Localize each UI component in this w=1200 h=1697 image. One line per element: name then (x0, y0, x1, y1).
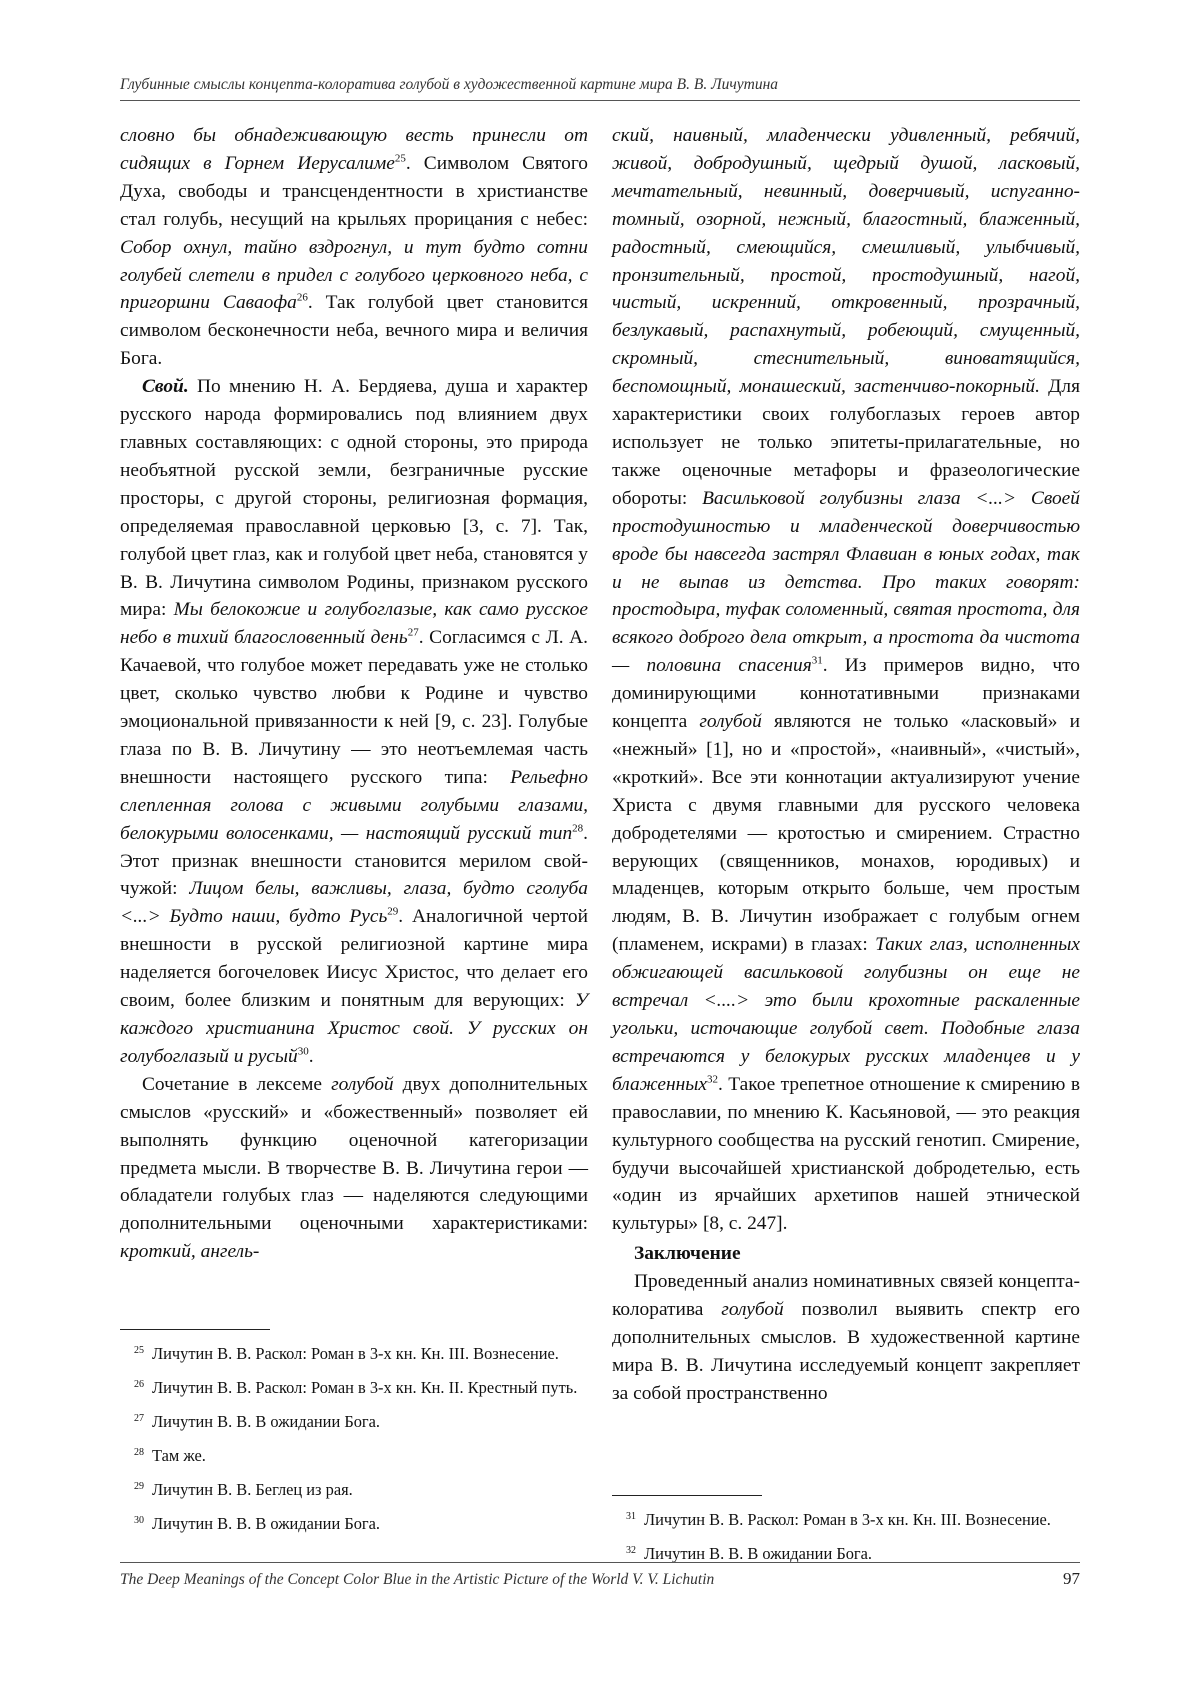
footnote-ref[interactable]: 31 (811, 654, 823, 667)
footnote-ref[interactable]: 30 (297, 1045, 309, 1058)
footnote-ref[interactable]: 32 (707, 1073, 719, 1086)
footnote-text: Личутин В. В. Раскол: Роман в 3-х кн. Кн. II. Крестный путь. (152, 1378, 578, 1397)
footnote-ref[interactable]: 27 (407, 626, 419, 639)
italic-quote: кроткий, ангель- (120, 1241, 260, 1263)
italic-quote: словно бы обнадеживающую весть принесли от сидящих в Горнем Иерусалиме (120, 125, 588, 174)
page-number: 97 (1063, 1569, 1080, 1588)
footnote-text: Личутин В. В. Беглец из рая. (152, 1480, 353, 1499)
footnote-number: 28 (134, 1446, 144, 1458)
footnote-ref[interactable]: 28 (572, 822, 584, 835)
footnote-number: 26 (134, 1378, 144, 1390)
page-footer (120, 1562, 1080, 1589)
english-title: The Deep Meanings of the Concept Color Blue in the Artistic Picture of the World V. V. Lichutin (120, 1571, 715, 1588)
text: . Так голубой цвет становится символом бесконечности неба, вечного мира и величия Бога. (120, 292, 588, 370)
footnote-ref[interactable]: 29 (387, 905, 399, 918)
left-column (120, 122, 588, 1266)
text: Проведенный анализ номинативных связей концепта-колоратива (612, 1271, 1080, 1321)
text: . Аналогичной чертой внешности в русской религиозной картине мира наделяется богочеловек Иисус Христос, что делает его своим, более близким и понятным для верующих: (120, 906, 588, 1012)
italic-quote: Собор охнул, тайно вздрогнул, и тут будто сотни голубей слетели в придел с голубого церковного неба, с пригоршни Саваофа (120, 236, 588, 314)
run-in-heading: Свой. (142, 376, 189, 398)
paragraph (612, 1268, 1080, 1408)
footnote (612, 1508, 1080, 1532)
footnote (120, 1478, 588, 1502)
italic-quote: Таких глаз, исполненных обжигающей васильковой голубизны он еще не встречал <....> это были крохотные раскаленные угольки, источающие голубой свет. Подобные глаза встречаются у белокурых русских младенцев и у блаженных (612, 934, 1081, 1095)
footnote-ref[interactable]: 26 (296, 291, 308, 304)
text: Для характеристики своих голубоглазых героев автор использует не только эпитеты-прилагательные, но также оценочные метафоры и фразеологические обороты: (612, 376, 1080, 509)
paragraph (120, 122, 588, 373)
paragraph (120, 373, 588, 1071)
text: . (308, 1045, 314, 1067)
footnote (120, 1342, 588, 1366)
text: . Согласимся с Л. А. Качаевой, что голубое может передавать уже не столько цвет, сколько чувство любви к Родине и чувство эмоциональной привязанности к ней [9, с. 23]. Голубые глаза по В. В. Личутину — это неотъемлемая часть внешности настоящего русского типа: (120, 627, 588, 788)
footnote-divider (120, 1329, 270, 1330)
italic-quote: Мы белокожие и голубоглазые, как само русское небо в тихий благословенный день (120, 599, 588, 649)
text: . Этот признак внешности становится мерилом свой-чужой: (120, 822, 588, 900)
text: . Символом Святого Духа, свободы и трансцендентности в христианстве стал голубь, несущий на крыльях прорицания с небес: (120, 152, 588, 230)
text: позволил выявить спектр его дополнительных смыслов. В художественной картине мира В. В. Личутина исследуемый концепт закрепляет за собой пространственно (612, 1299, 1080, 1404)
italic-quote: Рельефно слепленная голова с живыми голубыми глазами, белокурыми волосенками, — настоящий русский тип (120, 766, 588, 844)
italic-quote: У каждого христианина Христос свой. У русских он голубоглазый и русый (120, 990, 588, 1067)
footnote-text: Там же. (152, 1446, 206, 1465)
footnote-number: 27 (134, 1412, 144, 1424)
footnotes-left (120, 1329, 588, 1546)
running-head: Глубинные смыслы концепта-колоратива голубой в художественной картине мира В. В. Личутина (120, 76, 1080, 101)
text: являются не только «ласковый» и «нежный» [1], но и «простой», «наивный», «чистый», «кроткий». Все эти коннотации актуализируют учение Христа с двумя главными для русского человека добродетелями — кротостью и смирением. Страстно верующих (священников, монахов, юродивых) и младенцев, которым открыто больше, чем простым людям, В. В. Личутин изображает с голубым огнем (пламенем, искрами) в глазах: (612, 711, 1080, 956)
italic-term: голубой (699, 711, 762, 733)
section-heading: Заключение (634, 1243, 741, 1265)
text: Сочетание в лексеме (142, 1073, 332, 1095)
footnote (120, 1410, 588, 1434)
footnote-text: Личутин В. В. В ожидании Бога. (152, 1412, 381, 1431)
italic-quote: ский, наивный, младенчески удивленный, ребячий, живой, добродушный, щедрый душой, ласковый, мечтательный, невинный, доверчивый, испуганно-томный, озорной, нежный, благостный, блаженный, радостный, смеющийся, смешливый, улыбчивый, пронзительный, простой, простодушный, нагой, чистый, искренний, откровенный, прозрачный, безлукавый, распахнутый, робеющий, смущенный, скромный, стеснительный, виноватящийся, беспомощный, монашеский, застенчиво-покорный. (612, 125, 1080, 398)
footnote (120, 1512, 588, 1536)
footnote-divider (612, 1495, 762, 1496)
italic-quote: Лицом белы, важливы, глаза, будто сголуба <...> Будто наши, будто Русь (120, 878, 588, 928)
footnote-number: 25 (134, 1344, 144, 1356)
italic-quote: Васильковой голубизны глаза <...> Своей простодушностью и младенческой доверчивостью вроде бы навсегда застрял Флавиан в юных годах, так и не выпав из детства. Про таких говорят: простодыра, туфак соломенный, святая простота, для всякого доброго дела открыт, а простота да чистота — половина спасения (612, 487, 1080, 677)
footnote-text: Личутин В. В. Раскол: Роман в 3-х кн. Кн. III. Вознесение. (152, 1344, 559, 1363)
paragraph (612, 122, 1080, 1238)
italic-term: голубой (721, 1299, 784, 1321)
paragraph (120, 1071, 588, 1266)
text: По мнению Н. А. Бердяева, душа и характер русского народа формировались под влиянием двух главных составляющих: с одной стороны, это природа необъятной русской земли, безграничные русские просторы, с другой стороны, религиозная формация, определяемая православной церковью [3, с. 7]. Так, голубой цвет глаз, как и голубой цвет неба, становятся у В. В. Личутина символом Родины, признаком русского мира: (120, 376, 588, 621)
text: . Из примеров видно, что доминирующими коннотативными признаками концепта (612, 655, 1080, 733)
footnote (120, 1444, 588, 1468)
footnote-text: Личутин В. В. В ожидании Бога. (644, 1544, 873, 1563)
footnote-number: 31 (626, 1510, 636, 1522)
right-column (612, 122, 1080, 1408)
footnote-text: Личутин В. В. В ожидании Бога. (152, 1514, 381, 1533)
text: . Такое трепетное отношение к смирению в православии, по мнению К. Касьяновой, — это реакция культурного сообщества на русский генотип. Смирение, будучи высочайшей христианской добродетелью, есть «один из ярчайших архетипов нашей этнической культуры» [8, с. 247]. (612, 1073, 1080, 1235)
footnote-ref[interactable]: 25 (394, 152, 406, 165)
text: двух дополнительных смыслов «русский» и «божественный» позволяет ей выполнять функцию оценочной категоризации предмета мысли. В творчестве В. В. Личутина герои — обладатели голубых глаз — наделяются следующими дополнительными оценочными характеристиками: (120, 1073, 588, 1235)
footnote-number: 30 (134, 1514, 144, 1526)
footnote-number: 32 (626, 1544, 636, 1556)
footnote-number: 29 (134, 1480, 144, 1492)
footnote (120, 1376, 588, 1400)
footnote-text: Личутин В. В. Раскол: Роман в 3-х кн. Кн. III. Вознесение. (644, 1510, 1051, 1529)
italic-term: голубой (331, 1073, 394, 1095)
